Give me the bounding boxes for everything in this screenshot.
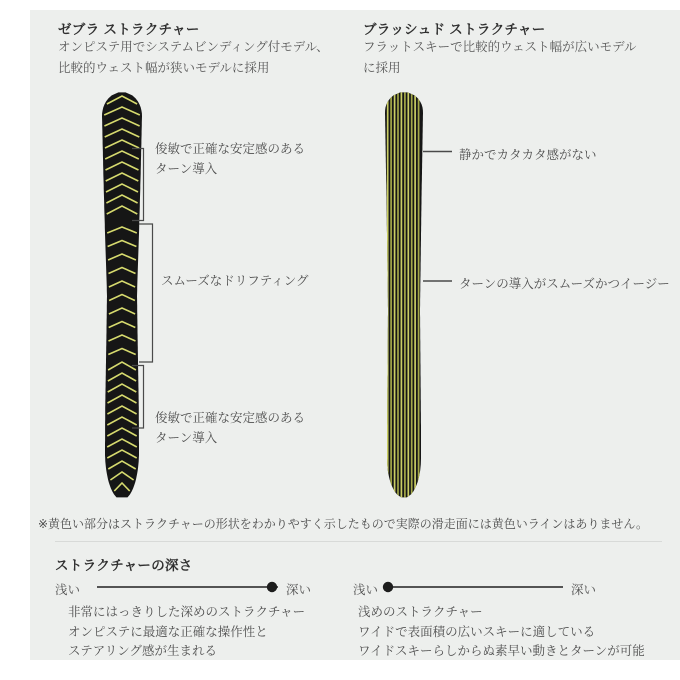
depth-min-label-right: 浅い bbox=[353, 583, 379, 597]
depth-description-line: ワイドスキーらしからぬ素早い動きとターンが可能 bbox=[358, 644, 645, 658]
zebra-structure-title: ゼブラ ストラクチャー bbox=[58, 22, 200, 37]
depth-description-line: 浅めのストラクチャー bbox=[358, 605, 483, 619]
depth-indicator-dot-left bbox=[267, 582, 277, 592]
section-divider bbox=[55, 541, 662, 542]
brushed-structure-description bbox=[363, 37, 637, 79]
yellow-line-footnote: ※黄色い部分はストラクチャーの形状をわかりやすく示したもので実際の滑走面には黄色いラインはありません。 bbox=[38, 517, 649, 531]
depth-max-label-left: 深い bbox=[286, 583, 312, 597]
zebra-annotation-top bbox=[155, 139, 305, 179]
depth-indicator-dot-right bbox=[383, 582, 393, 592]
depth-description-line: 非常にはっきりした深めのストラクチャー bbox=[68, 605, 306, 619]
annotation-line: 俊敏で正確な安定感のある bbox=[155, 142, 306, 156]
depth-max-label-right: 深い bbox=[571, 583, 597, 597]
description-line: フラットスキーで比較的ウェスト幅が広いモデル bbox=[363, 40, 637, 54]
bracket-middle bbox=[139, 224, 153, 362]
brushed-annotation-top: 静かでカタカタ感がない bbox=[459, 148, 597, 162]
zebra-structure-description bbox=[58, 37, 329, 79]
depth-description-line: オンピステに最適な正確な操作性と bbox=[68, 624, 268, 639]
depth-description-line: ワイドで表面積の広いスキーに適している bbox=[358, 624, 596, 639]
brushed-structure-title: ブラッシュド ストラクチャー bbox=[363, 22, 546, 37]
zebra-annotation-middle bbox=[161, 271, 309, 291]
zebra-annotation-bottom bbox=[155, 408, 305, 448]
brushed-annotation-middle: ターンの導入がスムーズかつイージー bbox=[459, 277, 670, 291]
zebra-depth-description bbox=[68, 603, 305, 662]
structure-depth-title: ストラクチャーの深さ bbox=[55, 558, 193, 573]
brushed-depth-description bbox=[358, 603, 645, 662]
description-line: 比較的ウェスト幅が狭いモデルに採用 bbox=[58, 61, 270, 75]
annotation-line: ターン導入 bbox=[155, 431, 218, 445]
annotation-line: ターン導入 bbox=[155, 162, 218, 176]
depth-description-line: ステアリング感が生まれる bbox=[68, 644, 218, 658]
description-line: オンピステ用でシステムビンディング付モデル、 bbox=[58, 40, 329, 54]
annotation-line: スムーズなドリフティング bbox=[161, 274, 309, 288]
description-line: に採用 bbox=[363, 61, 401, 75]
depth-min-label-left: 浅い bbox=[55, 583, 81, 597]
annotation-line: 俊敏で正確な安定感のある bbox=[155, 411, 306, 425]
